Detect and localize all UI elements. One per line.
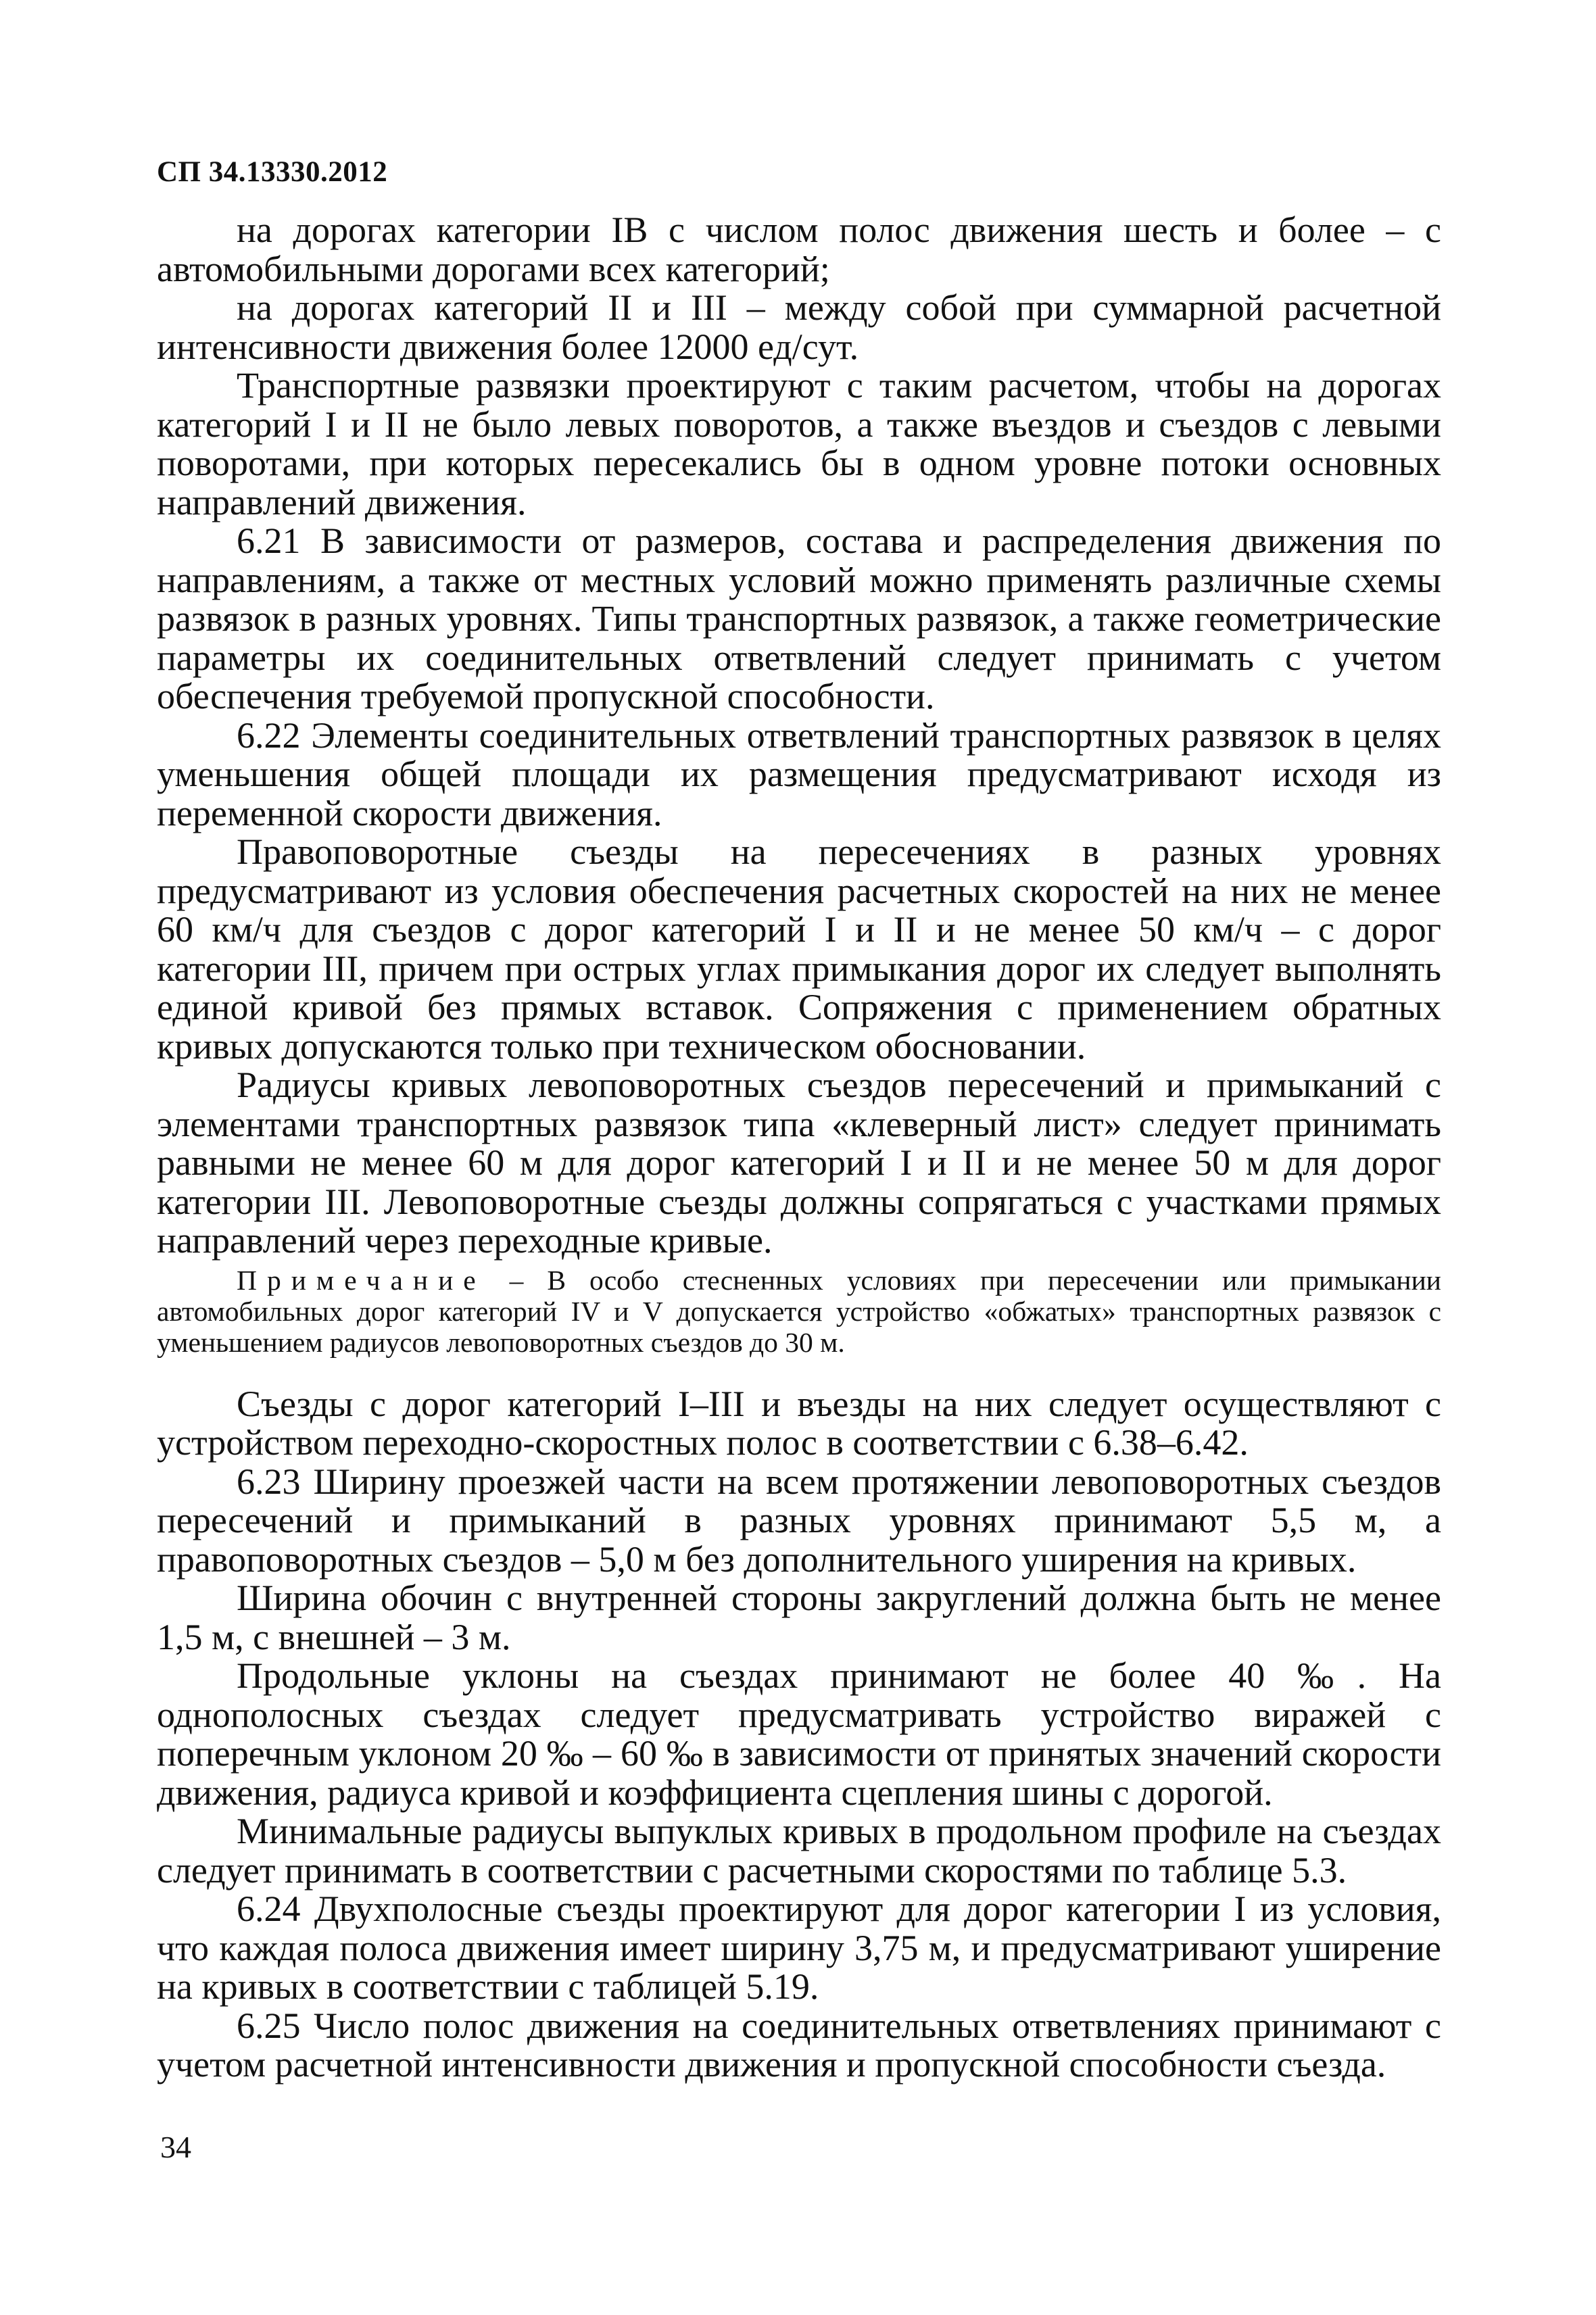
paragraph: 6.23 Ширину проезжей части на всем протяжении левоповоротных съездов пересечений и примыканий в разных уровнях принимают 5,5 м, а правоповоротных съездов – 5,0 м без дополнительного уширения на кривых. [157, 1461, 1441, 1580]
paragraph: на дорогах категории IB с числом полос движения шесть и более – с автомобильными дорогами всех категорий; [157, 210, 1441, 289]
paragraph: 6.24 Двухполосные съезды проектируют для дорог категории I из условия, что каждая полоса движения имеет ширину 3,75 м, и предусматривают уширение на кривых в соответствии с таблицей 5.19. [157, 1888, 1441, 2007]
paragraph: Радиусы кривых левоповоротных съездов пересечений и примыканий с элементами транспортных развязок типа «клеверный лист» следует принимать равными не менее 60 м для дорог категорий I и II и не менее 50 м для дорог категории III. Левоповоротные съезды должны сопрягаться с участками прямых направлений через переходные кривые. [157, 1065, 1441, 1261]
paragraph: Правоповоротные съезды на пересечениях в разных уровнях предусматривают из условия обеспечения расчетных скоростей на них не менее 60 км/ч для съездов с дорог категорий I и II и не менее 50 км/ч – с дорог категории III, причем при острых углах примыкания дорог их следует выполнять единой кривой без прямых вставок. Сопряжения с применением обратных кривых допускаются только при техническом обосновании. [157, 831, 1441, 1067]
document-header: СП 34.13330.2012 [157, 156, 388, 188]
paragraph: Съезды с дорог категорий I–III и въезды на них следует осуществляют с устройством переходно-скоростных полос в соответствии с 6.38–6.42. [157, 1383, 1441, 1463]
paragraph: Транспортные развязки проектируют с таким расчетом, чтобы на дорогах категорий I и II не было левых поворотов, а также въездов и съездов с левыми поворотами, при которых пересекались бы в одном уровне потоки основных направлений движения. [157, 365, 1441, 522]
paragraph: 6.22 Элементы соединительных ответвлений транспортных развязок в целях уменьшения общей площади их размещения предусматривают исходя из переменной скорости движения. [157, 714, 1441, 833]
note-label: Примечание [237, 1264, 486, 1296]
paragraph: Продольные уклоны на съездах принимают не более 40 ‰. На однополосных съездах следует предусматривать устройство виражей с поперечным уклоном 20 ‰ – 60 ‰ в зависимости от принятых значений скорости движения, радиуса кривой и коэффициента сцепления шины с дорогой. [157, 1655, 1441, 1813]
document-body [157, 211, 1441, 2085]
paragraph: 6.21 В зависимости от размеров, состава и распределения движения по направлениям, а также от местных условий можно применять различные схемы развязок в разных уровнях. Типы транспортных развязок, а также геометрические параметры их соединительных ответвлений следует принимать с учетом обеспечения требуемой пропускной способности. [157, 520, 1441, 716]
paragraph: Ширина обочин с внутренней стороны закруглений должна быть не менее 1,5 м, с внешней – 3 м. [157, 1578, 1441, 1657]
paragraph: 6.25 Число полос движения на соединительных ответвлениях принимают с учетом расчетной интенсивности движения и пропускной способности съезда. [157, 2005, 1441, 2085]
paragraph: на дорогах категорий II и III – между собой при суммарной расчетной интенсивности движения более 12000 ед/сут. [157, 287, 1441, 367]
paragraph: Минимальные радиусы выпуклых кривых в продольном профиле на съездах следует принимать в соответствии с расчетными скоростями по таблице 5.3. [157, 1811, 1441, 1891]
note [157, 1265, 1441, 1358]
note-text: – В особо стесненных условиях при пересечении или примыкании автомобильных дорог категорий IV и V допускается устройство «обжатых» транспортных развязок с уменьшением радиусов левоповоротных съездов до 30 м. [157, 1264, 1441, 1358]
page-number: 34 [160, 2130, 191, 2164]
